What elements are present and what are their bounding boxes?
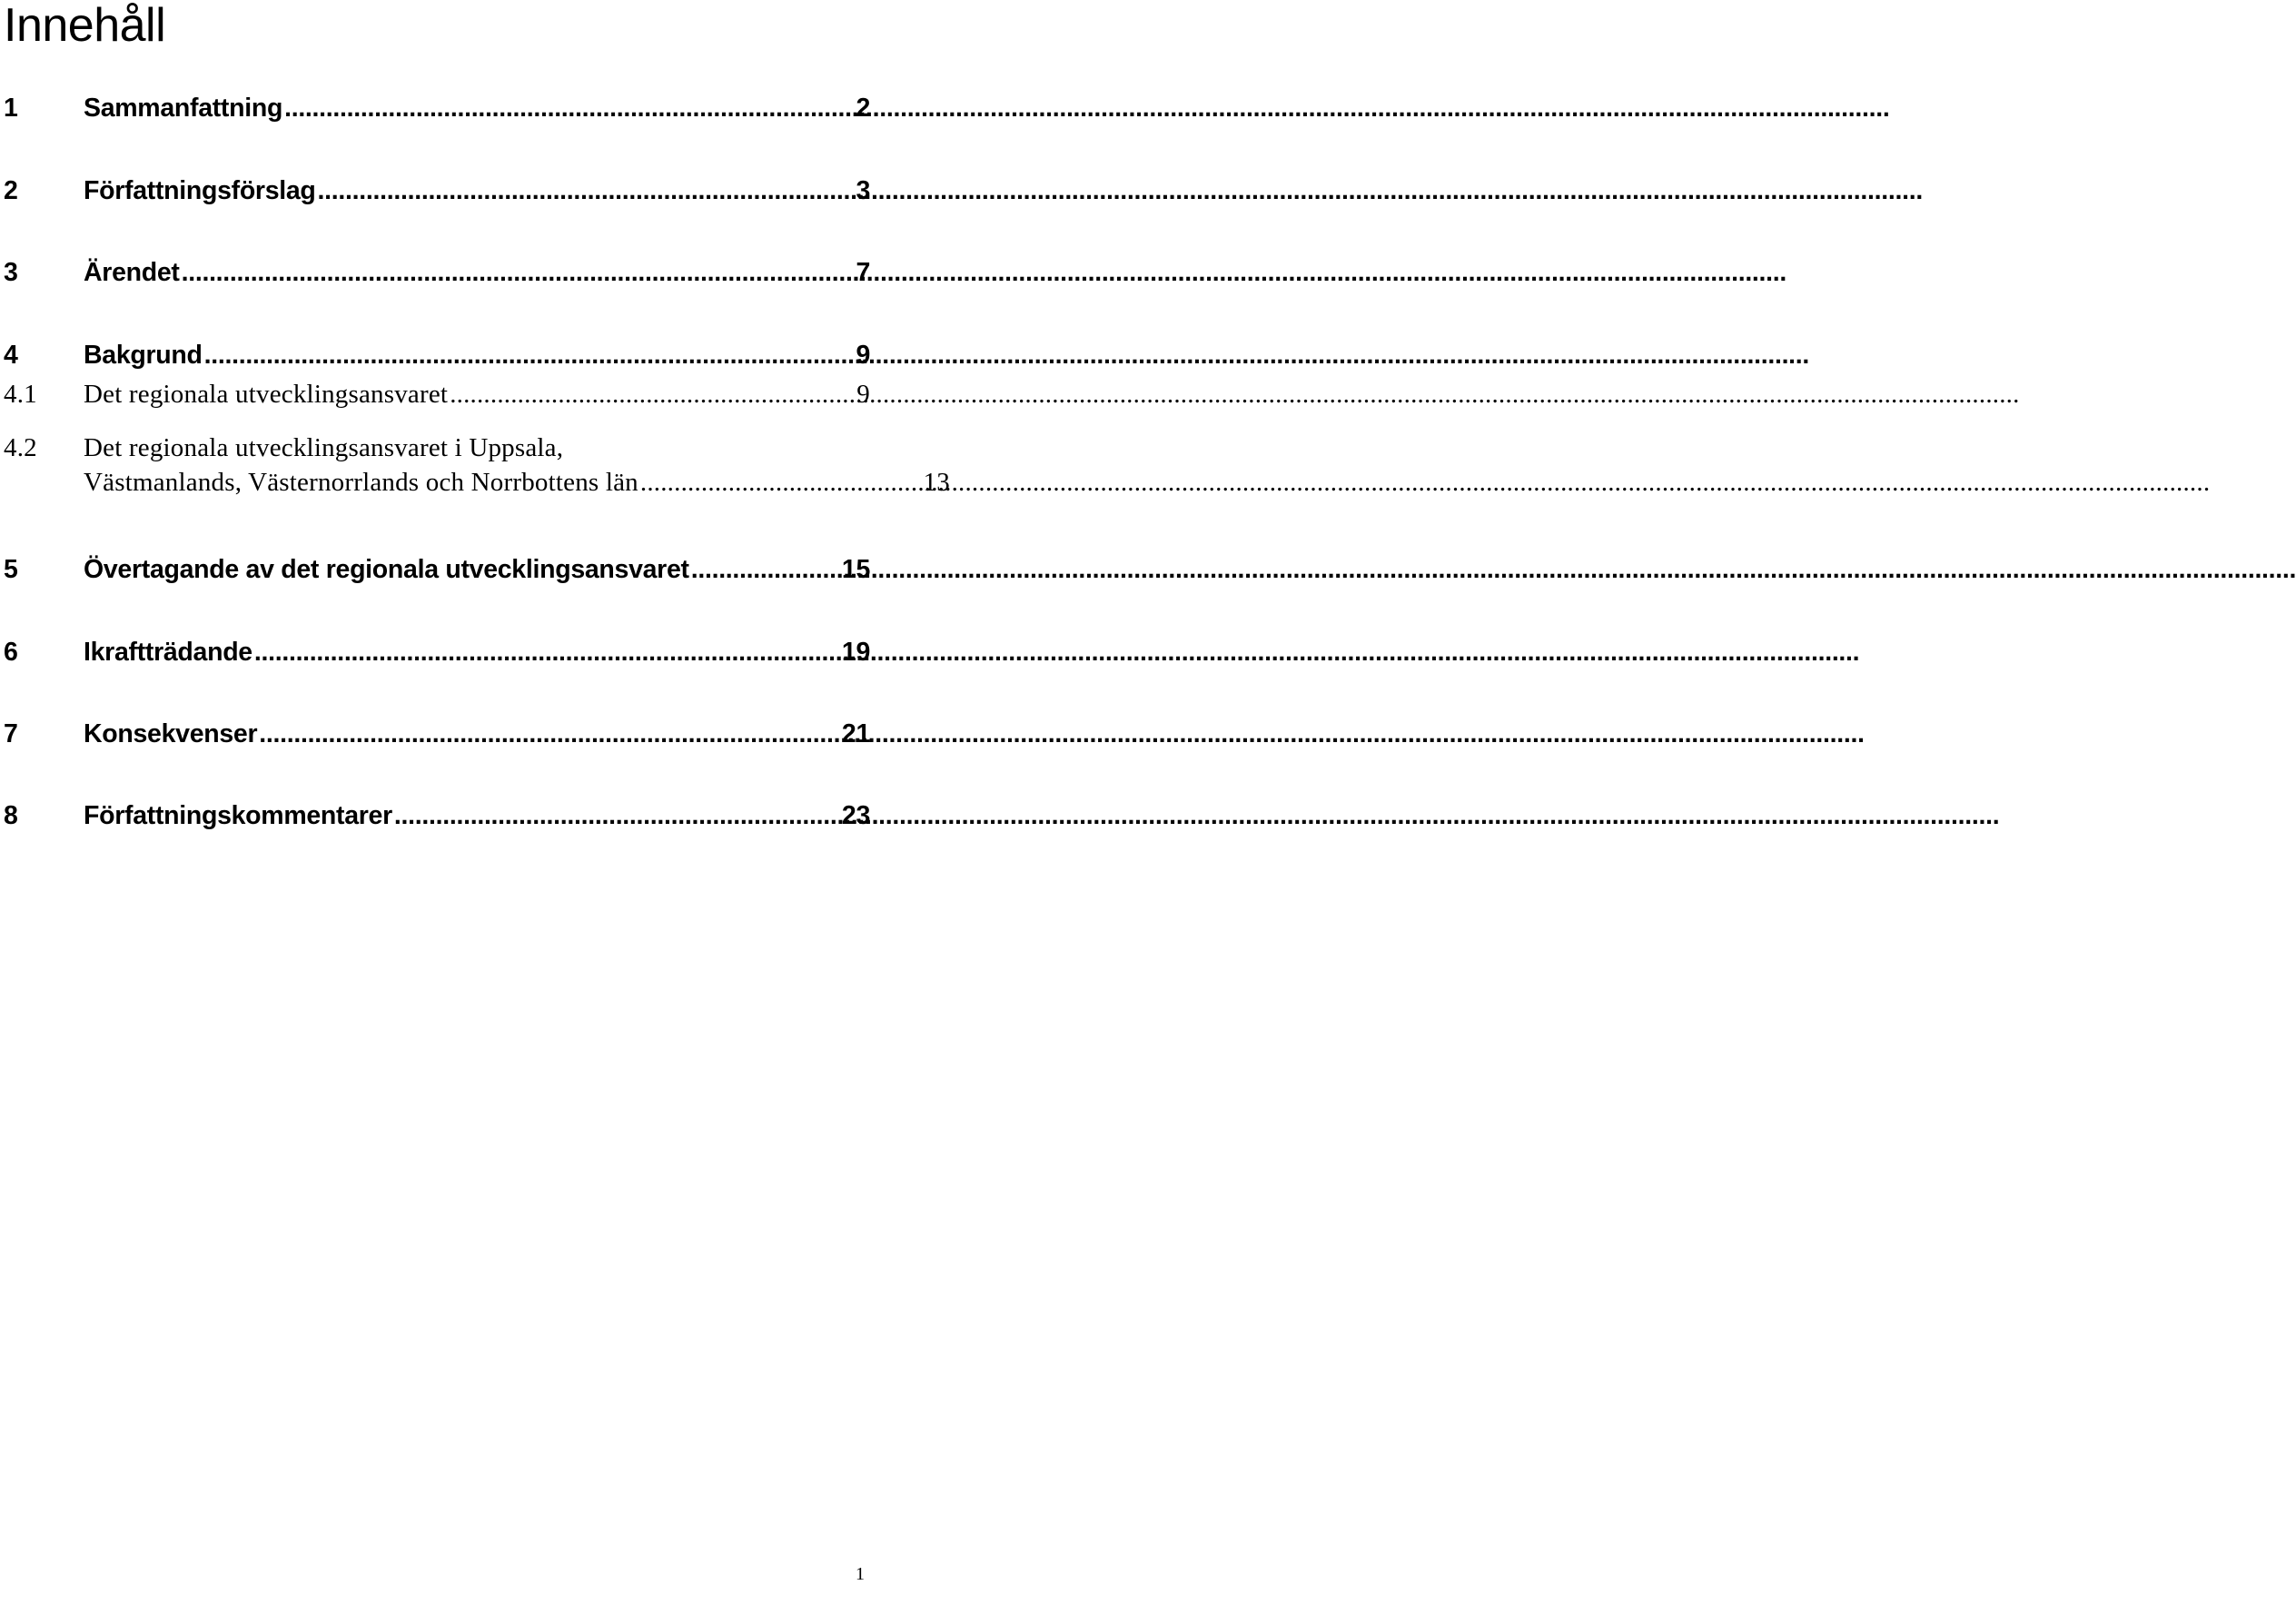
toc-entry-number: 4.2	[4, 433, 37, 462]
toc-leader-dots	[640, 468, 922, 498]
toc-entry-label: Konsekvenser	[84, 719, 258, 748]
toc-entry-number: 1	[4, 94, 18, 123]
toc-entry-page: 3	[856, 176, 870, 205]
toc-leader-dots	[204, 341, 855, 371]
toc-entry-7[interactable]	[4, 719, 870, 749]
toc-entry-page: 15	[841, 555, 870, 584]
page-number: 1	[856, 1564, 865, 1584]
toc-entry-page: 7	[856, 258, 870, 287]
toc-entry-page: 21	[841, 719, 870, 748]
toc-entry-4-2[interactable]	[4, 433, 950, 498]
toc-entry-page: 9	[856, 380, 870, 409]
toc-entry-4[interactable]	[4, 341, 870, 371]
toc-entry-label-continuation: Västmanlands, Västernorrlands och Norrbottens län	[84, 468, 638, 497]
toc-leader-dots	[691, 555, 840, 585]
toc-leader-dots	[450, 380, 855, 410]
toc-entry-4-1[interactable]	[4, 380, 870, 410]
toc-entry-label: Författningsförslag	[84, 176, 316, 205]
toc-entry-number: 3	[4, 258, 18, 287]
toc-leader-dots	[394, 801, 840, 831]
page-title: Innehåll	[4, 0, 166, 52]
toc-entry-page: 19	[841, 638, 870, 667]
toc-entry-8[interactable]	[4, 801, 870, 831]
toc-entry-label: Författningskommentarer	[84, 801, 392, 830]
toc-entry-number: 2	[4, 176, 18, 205]
toc-leader-dots	[318, 176, 855, 206]
toc-entry-page: 2	[856, 94, 870, 123]
toc-entry-number: 4.1	[4, 380, 37, 409]
toc-entry-label: Ärendet	[84, 258, 180, 287]
toc-entry-number: 8	[4, 801, 18, 830]
toc-entry-label: Sammanfattning	[84, 94, 283, 123]
toc-entry-3[interactable]	[4, 258, 870, 288]
toc-entry-label: Bakgrund	[84, 341, 203, 370]
toc-entry-label: Ikraftträdande	[84, 638, 252, 667]
toc-entry-number: 6	[4, 638, 18, 667]
toc-entry-page: 13	[923, 468, 950, 497]
toc-entry-number: 4	[4, 341, 18, 370]
toc-entry-2[interactable]	[4, 176, 870, 206]
toc-entry-5[interactable]	[4, 555, 870, 585]
toc-entry-page: 23	[841, 801, 870, 830]
toc-entry-number: 7	[4, 719, 18, 748]
toc-entry-6[interactable]	[4, 638, 870, 668]
toc-entry-number: 5	[4, 555, 18, 584]
toc-entry-label: Övertagande av det regionala utvecklingsansvaret	[84, 555, 689, 584]
toc-leader-dots	[259, 719, 840, 749]
toc-leader-dots	[284, 94, 854, 124]
toc-entry-1[interactable]	[4, 94, 870, 124]
toc-entry-label: Det regionala utvecklingsansvaret	[84, 380, 449, 409]
toc-leader-dots	[254, 638, 840, 668]
toc-entry-label: Det regionala utvecklingsansvaret i Uppsala,	[84, 433, 564, 462]
toc-leader-dots	[182, 258, 855, 288]
toc-entry-page: 9	[856, 341, 870, 370]
